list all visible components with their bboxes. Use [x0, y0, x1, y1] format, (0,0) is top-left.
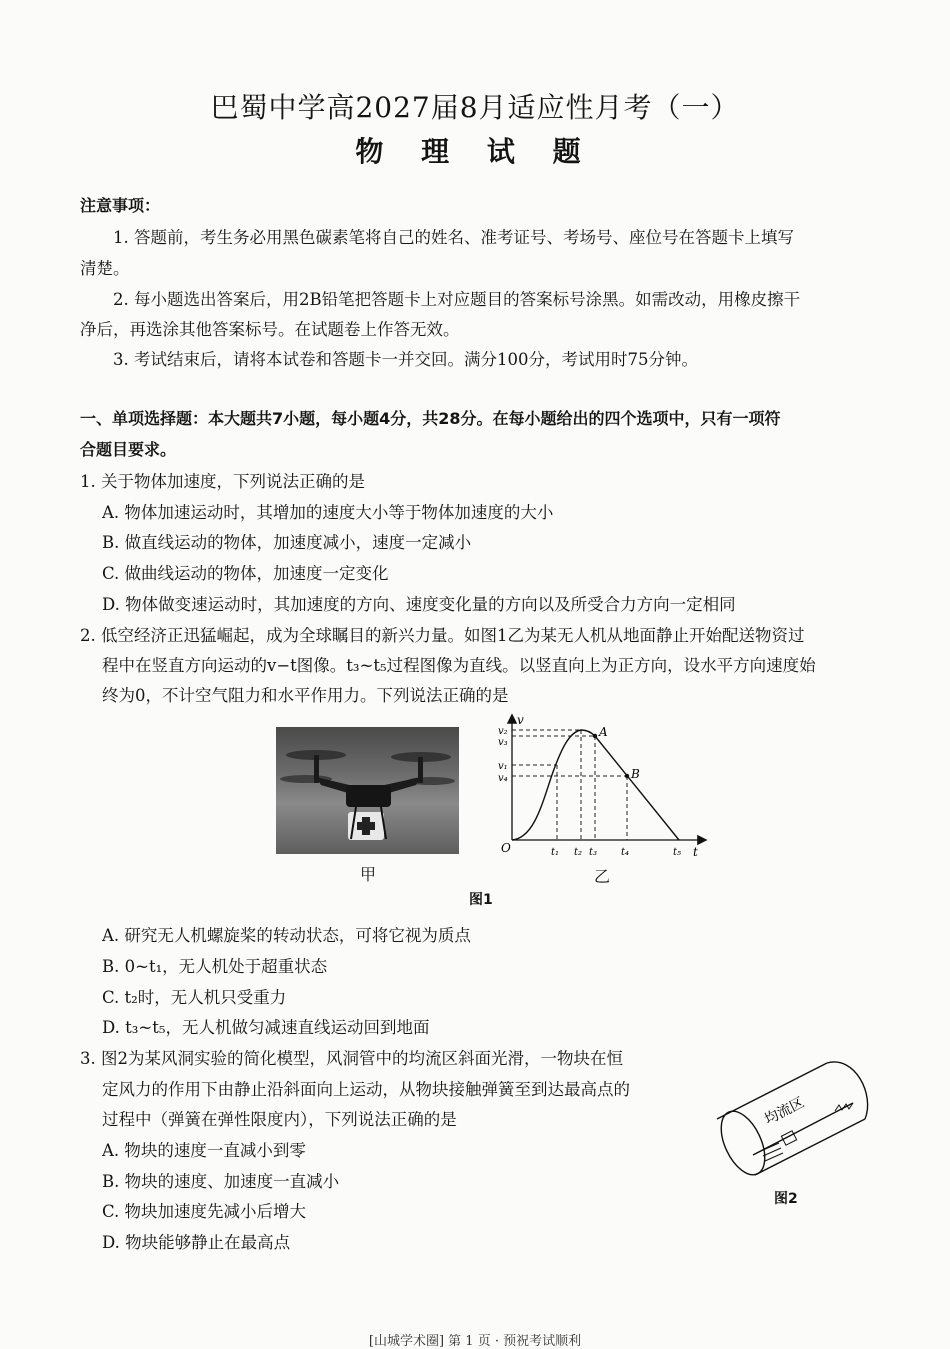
graph-origin-label: O	[501, 841, 511, 855]
graph-point-b-label: B	[631, 767, 640, 781]
notice-line: 1. 答题前，考生务必用黑色碳素笔将自己的姓名、准考证号、考场号、座位号在答题卡上填写	[113, 228, 794, 247]
question-2-stem: 2. 低空经济正迅猛崛起，成为全球瞩目的新兴力量。如图1乙为某无人机从地面静止开始配送物资过	[80, 626, 805, 645]
graph-tick-v1: v₁	[498, 761, 508, 772]
question-3-stem: 定风力的作用下由静止沿斜面向上运动，从物块接触弹簧至到达最高点的	[102, 1080, 630, 1099]
question-2-stem: 终为0，不计空气阻力和水平作用力。下列说法正确的是	[102, 686, 509, 705]
graph-tick-t4: t₄	[621, 847, 630, 858]
notice-line: 净后，再选涂其他答案标号。在试题卷上作答无效。	[80, 320, 460, 339]
question-2-option-c: C. t₂时，无人机只受重力	[102, 988, 287, 1007]
page-footer: [山城学术圈] 第 1 页 · 预祝考试顺利	[368, 1334, 582, 1349]
graph-tick-v2: v₂	[498, 726, 508, 737]
graph-tick-t1: t₁	[551, 847, 560, 858]
graph-y-axis-label: v	[517, 713, 524, 727]
graph-tick-t5: t₅	[673, 847, 682, 858]
question-3-option-c: C. 物块加速度先减小后增大	[102, 1202, 307, 1221]
question-1-stem: 1. 关于物体加速度，下列说法正确的是	[80, 472, 365, 491]
figure-2-caption: 图2	[774, 1191, 798, 1207]
question-3-option-d: D. 物块能够静止在最高点	[102, 1233, 291, 1252]
notice-line: 2. 每小题选出答案后，用2B铅笔把答题卡上对应题目的答案标号涂黑。如需改动，用橡皮擦干	[113, 290, 801, 309]
figure-1-label-right: 乙	[594, 867, 611, 886]
graph-point-a-label: A	[599, 725, 608, 739]
exam-subject: 物 理 试 题	[355, 135, 595, 168]
question-1-option-b: B. 做直线运动的物体，加速度减小，速度一定减小	[102, 533, 472, 552]
figure-1-label-left: 甲	[360, 865, 377, 884]
graph-tick-t2: t₂	[574, 847, 583, 858]
graph-tick-v4: v₄	[498, 773, 508, 784]
wind-tunnel-zone-label: 均流区	[762, 1094, 807, 1129]
graph-tick-v3: v₃	[498, 737, 508, 748]
question-3-option-a: A. 物块的速度一直减小到零	[102, 1141, 306, 1160]
section-heading: 一、单项选择题：本大题共7小题，每小题4分，共28分。在每小题给出的四个选项中，只有一项符	[80, 409, 781, 428]
question-3-stem: 过程中（弹簧在弹性限度内），下列说法正确的是	[102, 1110, 457, 1129]
question-3-stem: 3. 图2为某风洞实验的简化模型，风洞管中的均流区斜面光滑，一物块在恒	[80, 1049, 623, 1068]
exam-title: 巴蜀中学高2027届8月适应性月考（一）	[210, 91, 740, 124]
section-heading: 合题目要求。	[80, 440, 177, 459]
question-1-option-a: A. 物体加速运动时，其增加的速度大小等于物体加速度的大小	[102, 503, 554, 522]
question-3-option-b: B. 物块的速度、加速度一直减小	[102, 1172, 340, 1191]
question-2-stem: 程中在竖直方向运动的v−t图像。t₃~t₅过程图像为直线。以竖直向上为正方向，设水平方向速度始	[102, 656, 816, 675]
figure-1-caption: 图1	[469, 892, 493, 908]
question-1-option-c: C. 做曲线运动的物体，加速度一定变化	[102, 564, 389, 583]
question-2-option-d: D. t₃~t₅，无人机做匀减速直线运动回到地面	[102, 1018, 430, 1037]
drone-photo	[276, 727, 459, 854]
graph-tick-t3: t₃	[589, 847, 598, 858]
graph-x-axis-label: t	[693, 845, 698, 859]
question-2-option-a: A. 研究无人机螺旋桨的转动状态，可将它视为质点	[102, 926, 471, 945]
wind-tunnel-figure	[705, 1055, 875, 1185]
notice-line: 清楚。	[80, 259, 130, 278]
question-2-option-b: B. 0~t₁，无人机处于超重状态	[102, 957, 328, 976]
notice-line: 3. 考试结束后，请将本试卷和答题卡一并交回。满分100分，考试用时75分钟。	[113, 350, 698, 369]
vt-graph	[495, 710, 715, 880]
graph-point-b	[625, 774, 629, 778]
notice-heading: 注意事项：	[80, 196, 161, 215]
question-1-option-d: D. 物体做变速运动时，其加速度的方向、速度变化量的方向以及所受合力方向一定相同	[102, 595, 736, 614]
graph-point-a	[593, 734, 597, 738]
